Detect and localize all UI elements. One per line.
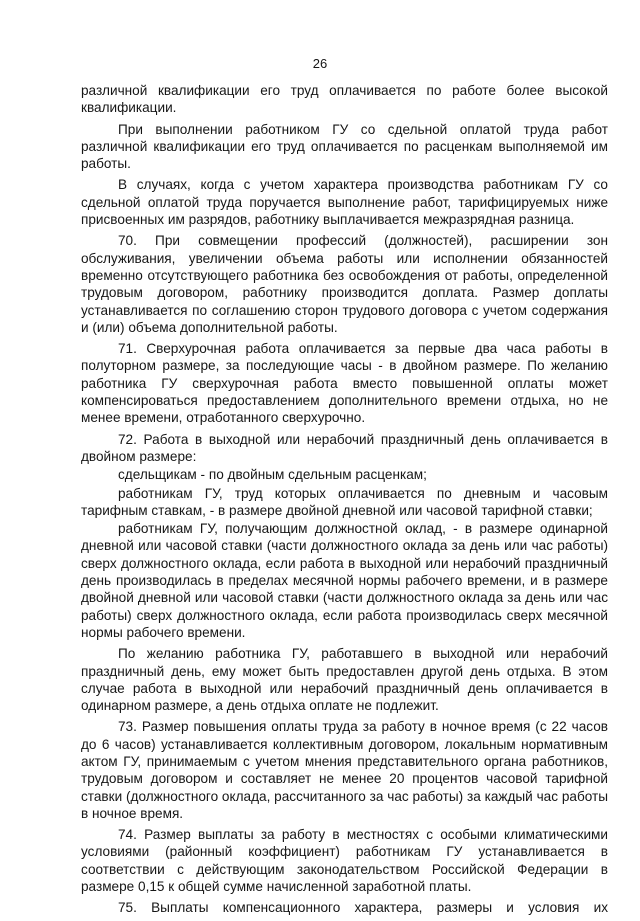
paragraph: По желанию работника ГУ, работавшего в выходной или нерабочий праздничный день, ему может быть предоставлен другой день отдыха. В этом случае работа в выходной или нерабочий праздничный день оплачивается в одинарном размере, а день отдыха оплате не подлежит. xyxy=(81,646,608,714)
paragraph: различной квалификации его труд оплачивается по работе более высокой квалификации. xyxy=(81,83,608,116)
paragraph-item-74: 74. Размер выплаты за работу в местностях с особыми климатическими условиями (районный коэффициент) работникам ГУ устанавливается в соответствии с действующим законодательством Российской Федерации в размере 0,15 к общей сумме начисленной заработной платы. xyxy=(81,827,608,895)
paragraph-item-70: 70. При совмещении профессий (должностей), расширении зон обслуживания, увеличении объема работы или исполнении обязанностей временно отсутствующего работника без освобождения от работы, определенной трудовым договором, работнику производится доплата. Размер доплаты устанавливается по соглашению сторон трудового договора с учетом содержания и (или) объема дополнительной работы. xyxy=(81,233,608,335)
document-body xyxy=(81,82,608,921)
paragraph-item-72: 72. Работа в выходной или нерабочий праздничный день оплачивается в двойном размере: xyxy=(81,431,608,464)
paragraph: сдельщикам - по двойным сдельным расценкам; xyxy=(118,467,427,483)
page-number: 26 xyxy=(312,56,328,71)
paragraph: работникам ГУ, труд которых оплачивается по дневным и часовым тарифным ставкам, - в размере двойной дневной или часовой тарифной ставки; xyxy=(81,485,608,518)
paragraph-item-75: 75. Выплаты компенсационного характера, размеры и условия их xyxy=(118,900,608,916)
paragraph-item-73: 73. Размер повышения оплаты труда за работу в ночное время (с 22 часов до 6 часов) устанавливается коллективным договором, локальным нормативным актом ГУ, принимаемым с учетом мнения представительного органа работников, трудовым договором и составляет не менее 20 процентов часовой тарифной ставки (должностного оклада, рассчитанного за час работы) за каждый час работы в ночное время. xyxy=(81,719,608,821)
paragraph: работникам ГУ, получающим должностной оклад, - в размере одинарной дневной или часовой ставки (части должностного оклада за день или час работы) сверх должностного оклада, если работа в выходной или нерабочий праздничный день производилась в пределах месячной нормы рабочего времени, и в размере двойной дневной или часовой ставки (части должностного оклада за день или час работы) сверх должностного оклада, если работа производилась сверх месячной нормы рабочего времени. xyxy=(81,521,608,640)
paragraph: При выполнении работником ГУ со сдельной оплатой труда работ различной квалификации его труд оплачивается по расценкам выполняемой им работы. xyxy=(81,121,608,172)
paragraph: В случаях, когда с учетом характера производства работникам ГУ со сдельной оплатой труда поручается выполнение работ, тарифицируемых ниже присвоенных им разрядов, работнику выплачивается межразрядная разница. xyxy=(81,177,608,228)
paragraph-item-71: 71. Сверхурочная работа оплачивается за первые два часа работы в полуторном размере, за последующие часы - в двойном размере. По желанию работника ГУ сверхурочная работа вместо повышенной оплаты может компенсироваться предоставлением дополнительного времени отдыха, но не менее времени, отработанного сверхурочно. xyxy=(81,341,608,426)
